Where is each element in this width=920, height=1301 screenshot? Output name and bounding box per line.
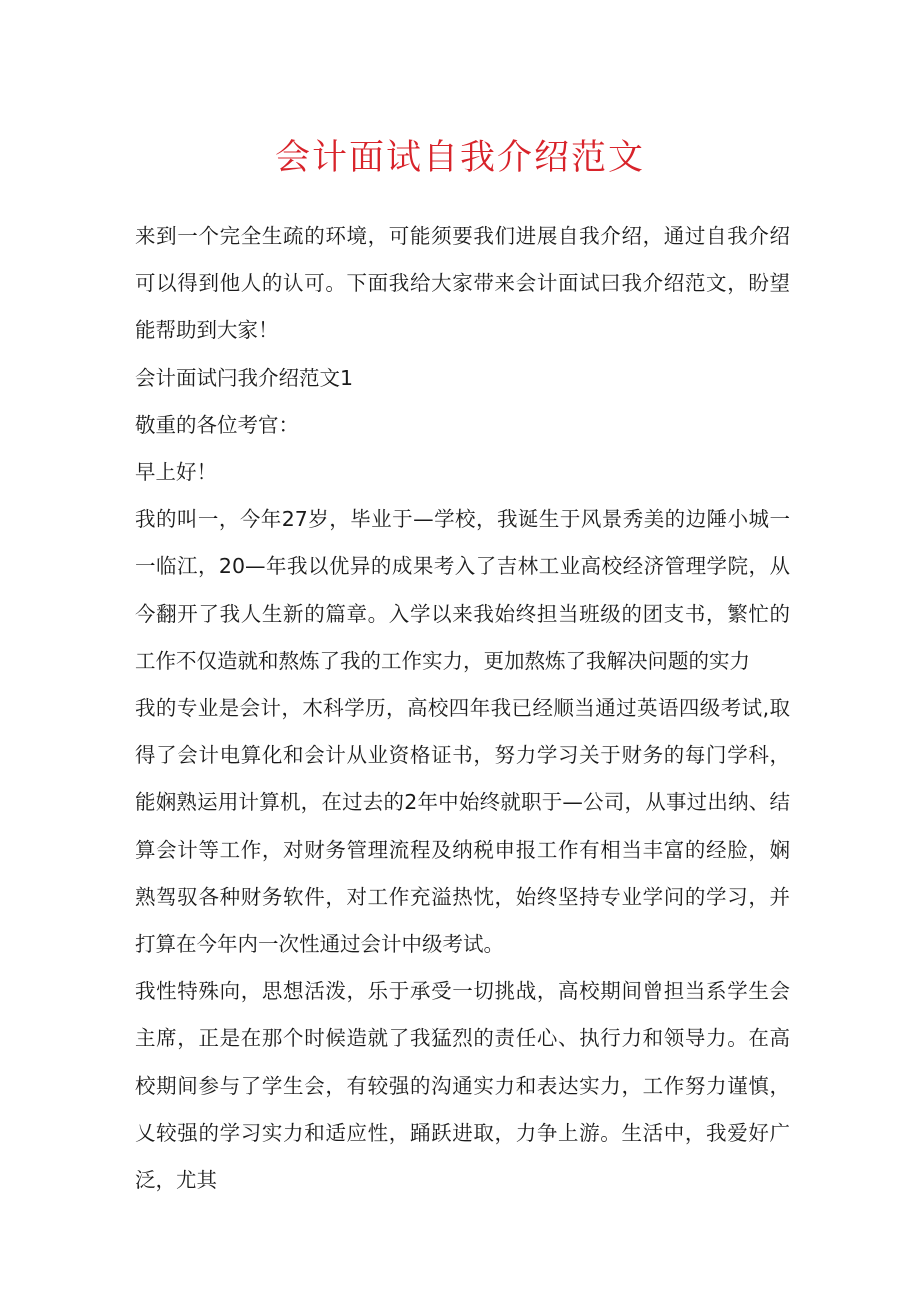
document-title: 会计面试自我介绍范文 [274, 138, 645, 178]
paragraph-major: 我的专业是会计，木科学历，高校四年我已经顺当通过英语四级考试,取得了会计电算化和会计从业资格证书，努力学习关于财务的每门学科，能娴熟运用计算机，在过去的2年中始终就职于—公司，从事过出纳、结算会计等工作，对财务管理流程及纳税申报工作有相当丰富的经脸，娴熟驾驭各种财务软件，对工作充溢热忱，始终坚持专业学问的学习，并打算在今年内一次性通过会计中级考试。 [135, 696, 790, 957]
paragraph-salutation: 敬重的各位考官： [135, 412, 299, 437]
paragraph-background: 我的叫一，今年27岁，毕业于—学校，我诞生于风景秀美的边陲小城一一临江，20—年我以优异的成果考入了吉林工业高校经济管理学院，从今翻开了我人生新的篇章。入学以来我始终担当班级的团支书，繁忙的工作不仅造就和熬炼了我的工作实力，更加熬炼了我解决问题的实力 [135, 507, 790, 673]
paragraph-greeting: 早上好！ [135, 460, 217, 485]
document-body [135, 213, 790, 1204]
paragraph-intro: 来到一个完全生疏的环境，可能须要我们进展自我介绍，通过自我介绍可以得到他人的认可。下面我给大家带来会计面试曰我介绍范文，盼望能帮助到大家！ [135, 224, 790, 343]
paragraph-heading-sample-1: 会计面试闩我介绍范文1 [135, 365, 354, 390]
paragraph-personality: 我性特殊向，思想活泼，乐于承受一切挑战，高校期间曾担当系学生会主席，正是在那个时候造就了我猛烈的责任心、执行力和领导力。在高校期间参与了学生会，有较强的沟通实力和表达实力，工作努力谨慎，乂较强的学习实力和适应性，踊跃进取，力争上游。生活中，我爱好广泛，尤其 [135, 979, 790, 1193]
